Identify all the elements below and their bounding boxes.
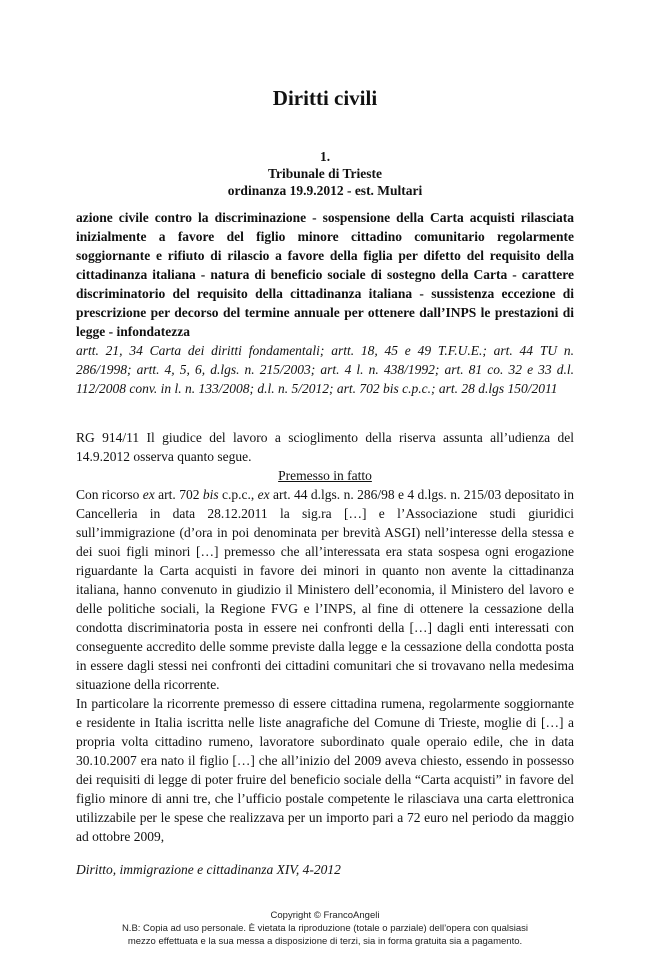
case-header [0, 148, 650, 199]
p1-text-g: art. 44 d.lgs. n. 286/98 e 4 d.lgs. n. 215/03 depositato in Cancelleria in data 28.12.2011 la sig.ra […] e l’Associazione studi giuridici sull’immigrazione (d’ora in poi denominata per brevità ASGI) nell’interesse della stessa e dei suoi figli minori […] premesso che all’interessata era stata sospesa ogni erogazione riguardante la Carta acquisti in favore dei minori in quanto non avente la cittadinanza italiana, hanno convenuto in giudizio il Ministero dell’economia, il Ministero del lavoro e delle politiche sociali, la Regione FVG e l’INPS, al fine di ottenere la cessazione della condotta discriminatoria posta in essere nei confronti della […] dagli enti interessati con conseguente accredito delle somme previste dalla legge e la cessazione della condotta posta in essere dagli stessi nei confronti dei cittadini comunitari che si trovavano nella medesima situazione della ricorrente. [76, 487, 574, 692]
notice-line-1: N.B: Copia ad uso personale. È vietata la riproduzione (totale o parziale) dell’opera con qualsiasi [121, 923, 529, 934]
legal-references: artt. 21, 34 Carta dei diritti fondamentali; artt. 18, 45 e 49 T.F.U.E.; art. 44 TU n. 286/1998; artt. 4, 5, 6, d.lgs. n. 215/2003; art. 4 l. n. 438/1992; art. 81 co. 32 e 33 d.l. 112/2008 conv. in l. n. 133/2008; d.l. n. 5/2012; art. 702 bis c.p.c.; art. 28 d.lgs 150/2011 [76, 343, 574, 396]
p1-text-e: c.p.c., [218, 487, 258, 502]
case-number: 1. [319, 149, 331, 164]
p1-text-a: Con ricorso [76, 487, 143, 502]
copyright-line: Copyright © FrancoAngeli [270, 910, 380, 921]
notice-line-2: mezzo effettuata e la sua messa a disposizione di terzi, sia in forma gratuita sia a pagamento. [127, 936, 523, 947]
ordinance-line: ordinanza 19.9.2012 - est. Multari [227, 183, 423, 198]
section-heading: Premesso in fatto [278, 468, 372, 483]
p1-italic-bis: bis [202, 487, 219, 502]
main-text [76, 428, 574, 846]
paragraph-1 [76, 485, 574, 694]
p1-italic-ex-1: ex [142, 487, 155, 502]
journal-footer: Diritto, immigrazione e cittadinanza XIV, 4-2012 [76, 862, 341, 877]
court-name: Tribunale di Trieste [267, 166, 382, 181]
p1-italic-ex-2: ex [257, 487, 270, 502]
paragraph-2: In particolare la ricorrente premesso di essere cittadina rumena, regolarmente soggiornante e residente in Italia iscritta nelle liste anagrafiche del Comune di Trieste, moglie di […] a propria volta cittadino rumeno, lavoratore subordinato quale operaio edile, che in data 30.10.2007 era nato il figlio […] che all’inizio del 2009 aveva chiesto, essendo in possesso dei requisiti di legge di poter fruire del beneficio sociale della “Carta acquisti” in favore del figlio minore di anni tre, che l’ufficio postale competente le rilasciava una carta elettronica utilizzabile per le spese che realizzava per un importo pari a 72 euro nel periodo da maggio ad ottobre 2009, [76, 696, 574, 844]
section-title: Diritti civili [272, 86, 378, 110]
copyright-notice [0, 909, 650, 948]
intro-paragraph: RG 914/11 Il giudice del lavoro a scioglimento della riserva assunta all’udienza del 14.9.2012 osserva quanto segue. [76, 430, 574, 464]
keywords-block: azione civile contro la discriminazione - sospensione della Carta acquisti rilasciata inizialmente a favore del figlio minore cittadino comunitario regolarmente soggiornante e rifiuto di rilascio a favore della figlia per difetto del requisito della cittadinanza italiana - natura di beneficio sociale di sostegno della Carta - carattere discriminatorio del requisito della cittadinanza italiana - sussistenza eccezione di prescrizione per decorso del termine annuale per ottenere dall’INPS le prestazioni di legge - infondatezza [76, 210, 574, 339]
p1-text-c: art. 702 [154, 487, 203, 502]
